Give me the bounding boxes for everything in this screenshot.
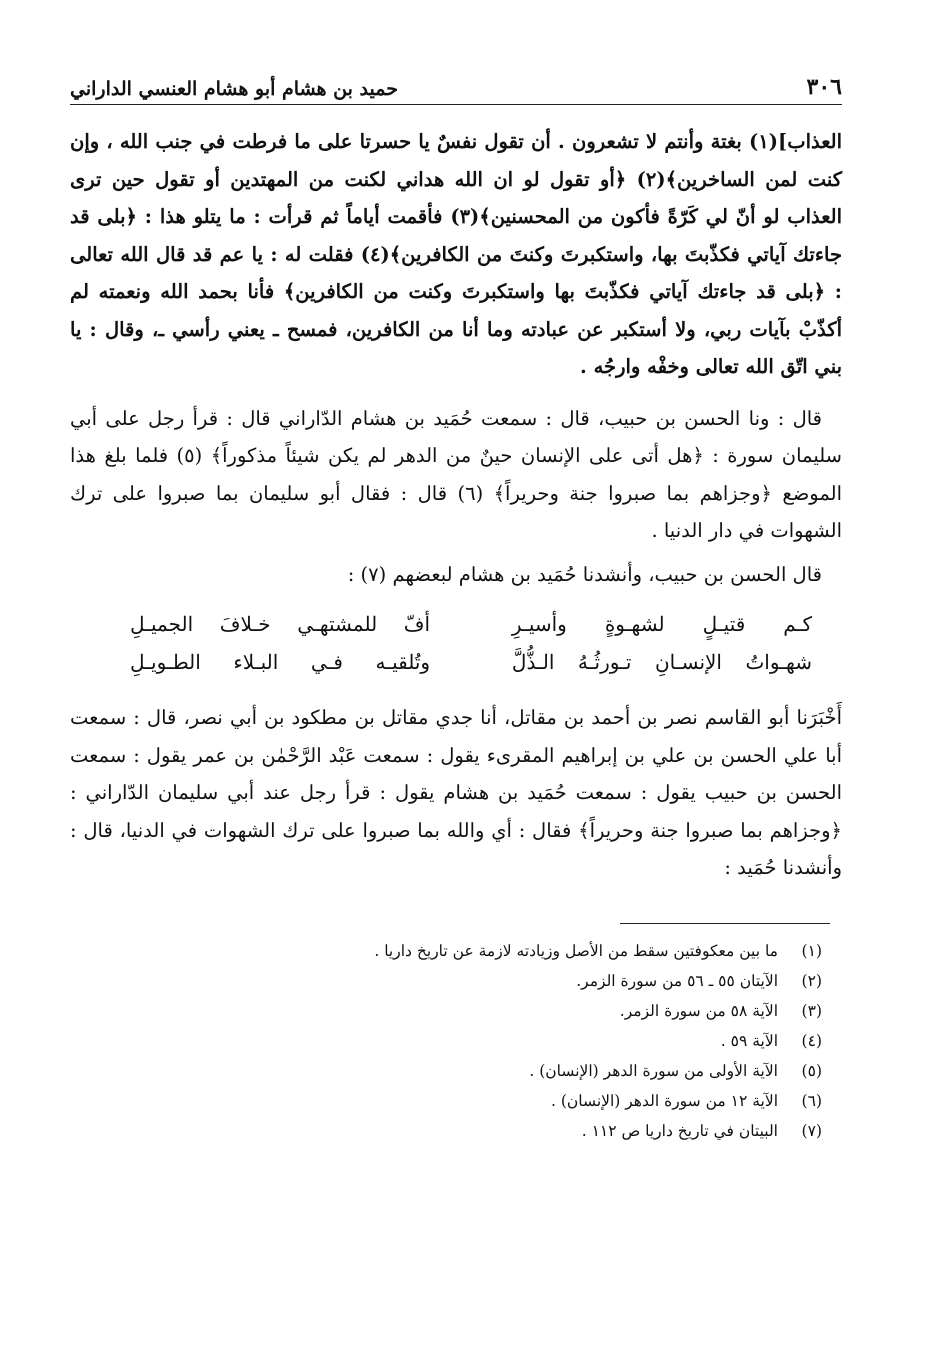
verse-first-hemistich: كـم قتيـلٍ لشهـوةٍ وأسيـرِ	[511, 612, 812, 636]
footnote-number: (١)	[801, 941, 822, 960]
footnote-number: (٧)	[801, 1121, 822, 1140]
footnote-text: ما بين معكوفتين سقط من الأصل وزيادته لازمة عن تاريخ داريا .	[374, 941, 778, 960]
footnote	[70, 1116, 822, 1146]
footnote-number: (٥)	[801, 1061, 822, 1080]
verse-first-hemistich: شهـواتُ الإنسـانِ تـورثُـهُ الـذُّلَّ	[511, 650, 812, 674]
page-number: ٣٠٦	[806, 74, 842, 100]
verse-second-hemistich: أفّ للمشتهـي خـلافَ الجميـلِ	[130, 612, 431, 636]
book-page	[70, 60, 842, 1146]
paragraph-2: قال : ونا الحسن بن حبيب، قال : سمعت حُمَيد بن هشام الدّاراني قال : قرأ رجل على أبي سليمان سورة : ﴿هل أتى على الإنسان حينٌ من الدهر لم يكن شيئاً مذكوراً﴾ (٥) فلما بلغ هذا الموضع ﴿وجزاهم بما صبروا جنة وحريراً﴾ (٦) قال : فقال أبو سليمان بما صبروا على ترك الشهوات في دار الدنيا .	[70, 406, 843, 542]
poem-verse	[130, 643, 812, 681]
running-title: حميد بن هشام أبو هشام العنسي الداراني	[70, 78, 398, 100]
footnote	[70, 1026, 822, 1056]
footnotes	[70, 936, 842, 1146]
footnote	[70, 1056, 822, 1086]
footnote-separator	[70, 923, 842, 924]
poem	[70, 605, 842, 681]
footnote-number: (٦)	[801, 1091, 822, 1110]
footnote	[70, 966, 822, 996]
footnote-text: الآيتان ٥٥ ـ ٥٦ من سورة الزمر.	[576, 971, 778, 990]
poem-verse	[130, 605, 812, 643]
footnote-text: الآية ٥٨ من سورة الزمر.	[619, 1001, 778, 1020]
footnote-number: (٤)	[801, 1031, 822, 1050]
footnote	[70, 936, 822, 966]
page-header	[70, 60, 842, 105]
footnote-text: الآية ٥٩ .	[720, 1031, 778, 1050]
footnote-number: (٢)	[801, 971, 822, 990]
paragraph-1: العذاب](١) بغتة وأنتم لا تشعرون . أن تقول نفسٌ يا حسرتا على ما فرطت في جنب الله ، وإن كنت لمن الساخرين﴾(٢) ﴿أو تقول لو ان الله هداني لكنت من المهتدين أو تقول حين ترى العذاب لو أنّ لي كَرّةً فأكون من المحسنين﴾(٣) فأقمت أياماً ثم قرأت : ما يتلو هذا : ﴿بلى قد جاءتك آياتي فكذّبتَ بها، واستكبرتَ وكنتَ من الكافرين﴾(٤) فقلت له : يا عم قد قال الله تعالى : ﴿بلى قد جاءتك آياتي فكذّبتَ بها واستكبرتَ وكنت من الكافرين﴾ فأنا بحمد الله ونعمته لم أكذّبْ بآيات ربي، ولا أستكبر عن عبادته وما أنا من الكافرين، فمسح ـ يعني رأسي ـ، وقال : يا بني اتّق الله تعالى وخفْه وارجُه .	[70, 130, 843, 378]
footnote	[70, 1086, 822, 1116]
footnote-text: الآية الأولى من سورة الدهر (الإنسان) .	[529, 1061, 778, 1080]
paragraph-4: أَخْبَرَنا أبو القاسم نصر بن أحمد بن مقاتل، أنا جدي مقاتل بن مطكود بن أبي نصر، قال : سمعت أبا علي الحسن بن علي بن إبراهيم المقرىء يقول : سمعت عَبْد الرَّحْمٰن بن عمر يقول : سمعت الحسن بن حبيب يقول : سمعت حُمَيد بن هشام يقول : قرأ رجل عند أبي سليمان الدّاراني : ﴿وجزاهم بما صبروا جنة وحريراً﴾ فقال : أي والله بما صبروا على ترك الشهوات في الدنيا، قال : وأنشدنا حُمَيد :	[70, 706, 842, 879]
footnote-text: البيتان في تاريخ داريا ص ١١٢ .	[581, 1121, 778, 1140]
footnote-text: الآية ١٢ من سورة الدهر (الإنسان) .	[550, 1091, 778, 1110]
footnote-number: (٣)	[801, 1001, 822, 1020]
verse-second-hemistich: وتُلقيـه فـي البـلاء الطـويـلِ	[130, 650, 431, 674]
paragraph-3: قال الحسن بن حبيب، وأنشدنا حُمَيد بن هشام لبعضهم (٧) :	[347, 562, 822, 586]
footnote	[70, 996, 822, 1026]
